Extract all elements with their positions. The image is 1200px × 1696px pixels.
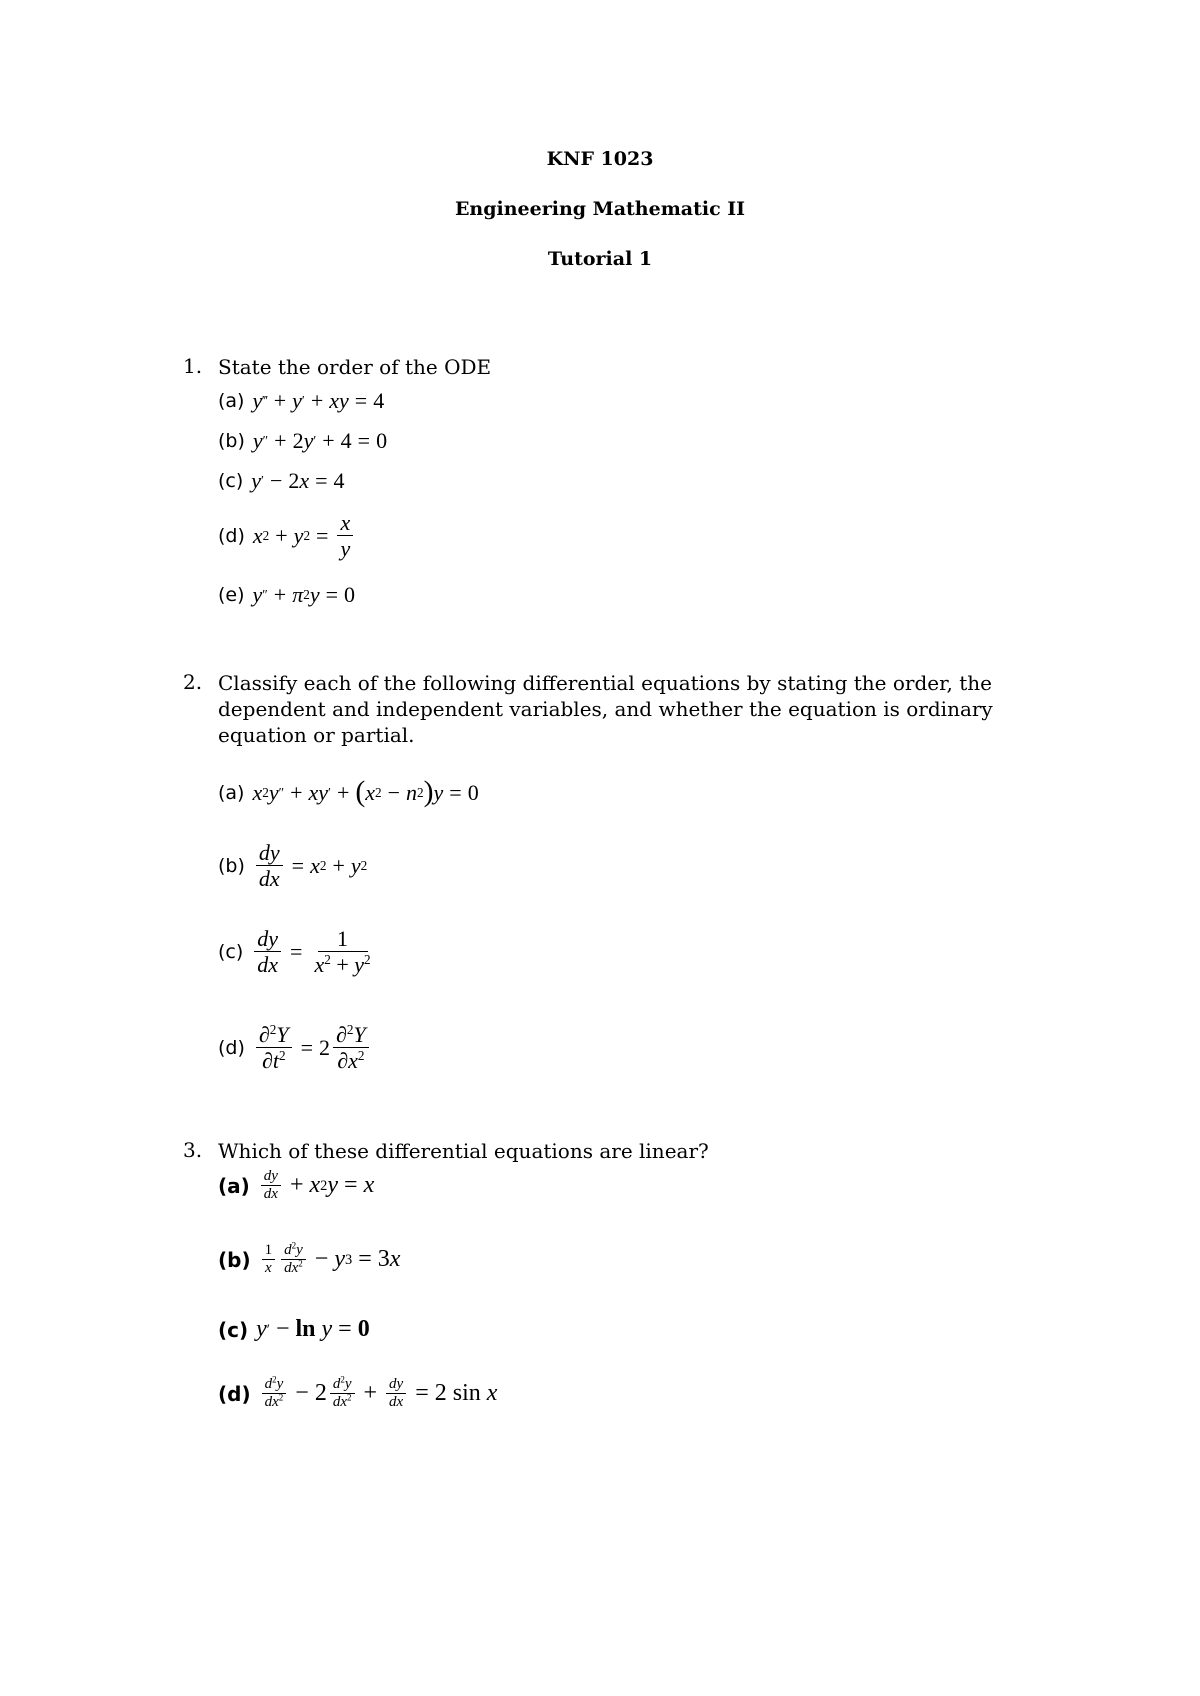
equation: y ‴ + y ′ + xy = 4 <box>252 388 385 413</box>
q1-item-e <box>218 582 355 608</box>
course-name: Engineering Mathematic II <box>454 198 746 220</box>
equation: $\frac{dy}{dx}$ = x 2 + y 2 <box>253 840 367 892</box>
item-label: (a) <box>218 390 245 412</box>
item-label: (c) <box>218 940 244 963</box>
q3-item-c <box>218 1316 370 1343</box>
equation: y ′ − 2 x = 4 <box>251 468 345 493</box>
question-3-number: 3. <box>183 1138 203 1162</box>
item-label: (b) <box>218 430 245 452</box>
q3-item-a <box>218 1168 374 1204</box>
question-1-number: 1. <box>183 354 203 378</box>
question-3-text: Which of these differential equations are linear? <box>218 1139 709 1163</box>
q2-item-b <box>218 840 367 892</box>
q1-item-d <box>218 510 356 562</box>
equation: y ′ − ln y = 0 <box>256 1316 370 1342</box>
equation: x 2 + y 2 = $\frac{x}{y}$ <box>253 510 356 562</box>
item-label: (d) <box>218 1381 251 1406</box>
equation: x 2 y ″ + xy ′ + ( x 2 − n 2 ) y = 0 <box>252 776 479 808</box>
q2-item-d <box>218 1022 372 1074</box>
q3-item-d <box>218 1376 497 1412</box>
q2-item-c <box>218 926 377 978</box>
equation: y ″ + π 2 y = 0 <box>252 582 356 607</box>
equation: $\frac{d^2y}{dx^2}$ − 2 $\frac{d^2y}{dx^2}$ + $\frac{dy}{dx}$ = 2 sin x <box>259 1376 498 1412</box>
item-label: (a) <box>218 1173 250 1198</box>
item-label: (c) <box>218 470 244 492</box>
equation: $\frac{dy}{dx}$ = $\frac{1}{x^2 + y^2}$ <box>251 926 376 978</box>
item-label: (c) <box>218 1317 249 1342</box>
q1-item-c <box>218 468 345 494</box>
item-label: (d) <box>218 524 245 547</box>
equation: y ″ + 2 y ′ + 4 = 0 <box>252 428 388 453</box>
course-code: KNF 1023 <box>546 148 654 170</box>
equation: $\frac{dy}{dx}$ + x 2 y = x <box>258 1168 374 1204</box>
item-label: (b) <box>218 1247 251 1272</box>
item-label: (b) <box>218 854 245 877</box>
q1-item-b <box>218 428 387 454</box>
item-label: (a) <box>218 781 245 804</box>
q2-item-a <box>218 778 479 808</box>
q1-item-a <box>218 388 384 414</box>
item-label: (d) <box>218 1036 245 1059</box>
equation: $\frac{\partial^2Y}{\partial t^2}$ = 2 $\frac{\partial^2Y}{\partial x^2}$ <box>253 1022 372 1074</box>
equation: $\frac{1}{x}$ $\frac{d^2y}{dx^2}$ − y 3 = 3 x <box>259 1242 401 1278</box>
question-1-text: State the order of the ODE <box>218 355 492 379</box>
item-label: (e) <box>218 584 245 606</box>
question-2-text: Classify each of the following differential equations by stating the order, the dependent and independent variables, and whether the equation is ordinary equation or partial. <box>218 671 993 747</box>
q3-item-b <box>218 1242 400 1278</box>
tutorial-title: Tutorial 1 <box>547 248 653 270</box>
question-2-number: 2. <box>183 670 203 694</box>
